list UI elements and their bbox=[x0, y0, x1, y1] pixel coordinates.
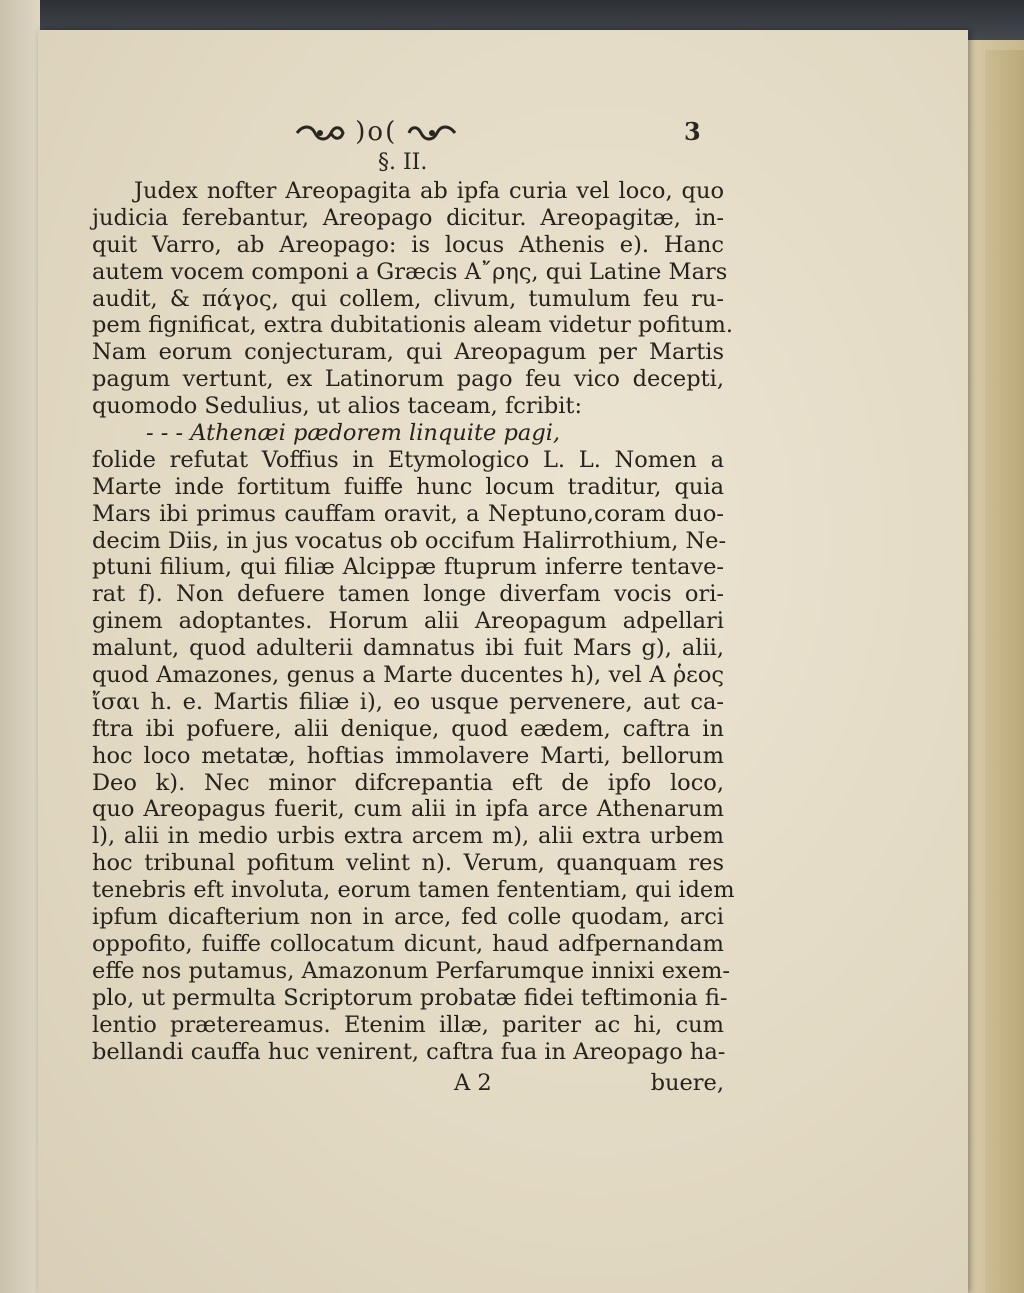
running-head bbox=[295, 117, 595, 147]
section-heading: §. II. bbox=[378, 150, 428, 175]
text-line: Deo k). Nec minor difcrepantia eft de ipfo loco, bbox=[92, 769, 724, 796]
text-line: audit, & πάγος, qui collem, clivum, tumulum feu ru- bbox=[92, 285, 724, 312]
text-line: ἴσαι h. e. Martis filiæ i), eo usque pervenere, aut ca- bbox=[92, 688, 724, 715]
text-line: folide refutat Voffius in Etymologico L. L. Nomen a bbox=[92, 446, 724, 473]
page-number: 3 bbox=[684, 117, 701, 146]
catchword: buere, bbox=[650, 1070, 724, 1096]
text-line: quod Amazones, genus a Marte ducentes h), vel Α ῥεος bbox=[92, 662, 724, 689]
text-line: ginem adoptantes. Horum alii Areopagum adpellari bbox=[92, 608, 724, 635]
ornament-right-icon bbox=[407, 125, 457, 141]
text-line: rat f). Non defuere tamen longe diverfam vocis ori- bbox=[92, 581, 724, 608]
text-line: l), alii in medio urbis extra arcem m), alii extra urbem bbox=[92, 823, 724, 850]
text-line: Marte inde fortitum fuiffe hunc locum traditur, quia bbox=[92, 473, 724, 500]
text-line: Judex nofter Areopagita ab ipfa curia vel loco, quo bbox=[134, 178, 724, 204]
text-line: Nam eorum conjecturam, qui Areopagum per Martis bbox=[92, 339, 724, 366]
text-line: quo Areopagus fuerit, cum alii in ipfa arce Athenarum bbox=[92, 796, 724, 823]
previous-page-edge bbox=[0, 0, 40, 1293]
text-line: ftra ibi pofuere, alii denique, quod eædem, caftra in bbox=[92, 715, 724, 742]
text-line: autem vocem componi a Græcis Α῎ρης, qui Latine Mars bbox=[92, 258, 728, 285]
ornament-left-icon bbox=[295, 125, 345, 141]
verse-quote: - - - Athenæi pædorem linquite pagi, bbox=[146, 420, 561, 447]
text-line: plo, ut permulta Scriptorum probatæ fidei teftimonia fi- bbox=[92, 984, 728, 1011]
text-line: Mars ibi primus cauffam oravit, a Neptuno,coram duo- bbox=[92, 500, 724, 527]
text-line: pem fignificat, extra dubitationis aleam videtur pofitum. bbox=[92, 312, 734, 339]
text-line: quomodo Sedulius, ut alios taceam, fcribit: bbox=[92, 393, 583, 420]
text-line: bellandi cauffa huc venirent, caftra fua in Areopago ha- bbox=[92, 1038, 726, 1065]
text-line: malunt, quod adulterii damnatus ibi fuit Mars g), alii, bbox=[92, 635, 724, 662]
text-line: judicia ferebantur, Areopago dicitur. Areopagitæ, in- bbox=[92, 204, 724, 231]
text-line: ptuni filium, qui filiæ Alcippæ ftuprum inferre tentave- bbox=[92, 554, 724, 581]
text-line: quit Varro, ab Areopago: is locus Athenis e). Hanc bbox=[92, 231, 724, 258]
text-line: pagum vertunt, ex Latinorum pago feu vico decepti, bbox=[92, 366, 724, 393]
text-line: oppofito, fuiffe collocatum dicunt, haud adfpernandam bbox=[92, 930, 724, 957]
text-line: tenebris eft involuta, eorum tamen fententiam, qui idem bbox=[92, 877, 735, 904]
page-stack-edge-inner bbox=[985, 50, 1024, 1293]
text-line: effe nos putamus, Amazonum Perfarumque innixi exem- bbox=[92, 957, 730, 984]
body-text bbox=[92, 178, 735, 1065]
text-line: hoc loco metatæ, hoftias immolavere Marti, bellorum bbox=[92, 742, 724, 769]
text-line: ipfum dicafterium non in arce, fed colle quodam, arci bbox=[92, 904, 724, 931]
text-line: decim Diis, in jus vocatus ob occifum Halirrothium, Ne- bbox=[92, 527, 727, 554]
running-head-text: )o( bbox=[355, 117, 398, 147]
signature-mark: A 2 bbox=[454, 1070, 492, 1096]
text-line: hoc tribunal pofitum velint n). Verum, quanquam res bbox=[92, 850, 724, 877]
text-line: lentio prætereamus. Etenim illæ, pariter ac hi, cum bbox=[92, 1011, 724, 1038]
